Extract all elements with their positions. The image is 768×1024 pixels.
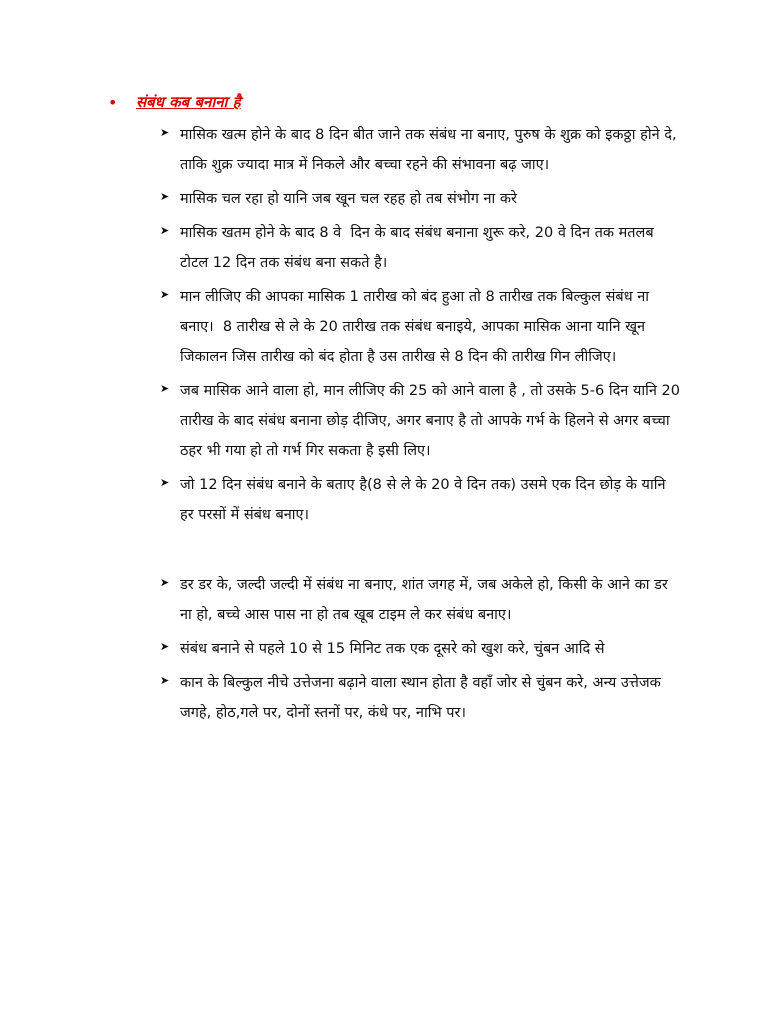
list-item-text: मासिक खत्म होने के बाद 8 दिन बीत जाने तक संबंध ना बनाए, पुरुष के शुक्र को इकठ्ठा होने दे, ताकि शुक्र ज्यादा मात्र में निकले और बच्चा रहने की संभावना बढ़ जाए। [180,127,682,173]
arrow-bullet-icon: ➤ [160,476,170,489]
arrow-bullet-icon: ➤ [160,288,170,301]
list-item-text: कान के बिल्कुल नीचे उत्तेजना बढ़ाने वाला स्थान होता है वहाँ जोर से चुंबन करे, अन्य उत्तेजक जगहे, होठ,गले पर, दोनों स्तनों पर, कंधे पर, नाभि पर। [180,675,666,721]
list-item [160,570,680,630]
list-item [160,634,680,664]
list-item [160,184,680,214]
section-heading [108,92,241,112]
spacer [160,534,680,570]
bullet-dot-icon: • [108,92,118,112]
list-item [160,120,680,180]
heading-text: संबंध कब बनाना है [136,93,241,111]
list-item-text: संबंध बनाने से पहले 10 से 15 मिनिट तक एक दूसरे को खुश करे, चुंबन आदि से [180,641,605,657]
list-item [160,376,685,466]
list-item [160,218,680,278]
arrow-bullet-icon: ➤ [160,640,170,653]
list-item-text: डर डर के, जल्दी जल्दी में संबंध ना बनाए, शांत जगह में, जब अकेले हो, किसी के आने का डर ना हो, बच्चे आस पास ना हो तब खूब टाइम ले कर संबंध बनाए। [180,577,673,623]
list-item-text: मासिक खतम होने के बाद 8 वे दिन के बाद संबंध बनाना शुरू करे, 20 वे दिन तक मतलब टोटल 12 दिन तक संबंध बना सकते है। [180,225,659,271]
list-item [160,668,680,728]
list-item [160,282,680,372]
arrow-bullet-icon: ➤ [160,576,170,589]
list-item-text: जो 12 दिन संबंध बनाने के बताए है(8 से ले के 20 वे दिन तक) उसमे एक दिन छोड़ के यानि हर परसों में संबंध बनाए। [180,477,671,523]
arrow-bullet-icon: ➤ [160,382,170,395]
arrow-bullet-icon: ➤ [160,224,170,237]
bullet-list [160,120,685,732]
arrow-bullet-icon: ➤ [160,126,170,139]
arrow-bullet-icon: ➤ [160,674,170,687]
arrow-bullet-icon: ➤ [160,190,170,203]
list-item-text: जब मासिक आने वाला हो, मान लीजिए की 25 को आने वाला है , तो उसके 5-6 दिन यानि 20 तारीख के बाद संबंध बनाना छोड़ दीजिए, अगर बनाए है तो आपके गर्भ के हिलने से अगर बच्चा ठहर भी गया हो तो गर्भ गिर सकता है इसी लिए। [180,383,685,459]
list-item-text: मान लीजिए की आपका मासिक 1 तारीख को बंद हुआ तो 8 तारीख तक बिल्कुल संबंध ना बनाए। 8 तारीख से ले के 20 तारीख तक संबंध बनाइये, आपका मासिक आना यानि खून जिकालन जिस तारीख को बंद होता है उस तारीख से 8 दिन की तारीख गिन लीजिए। [180,289,654,365]
list-item [160,470,680,530]
list-item-text: मासिक चल रहा हो यानि जब खून चल रहह हो तब संभोग ना करे [180,191,517,207]
